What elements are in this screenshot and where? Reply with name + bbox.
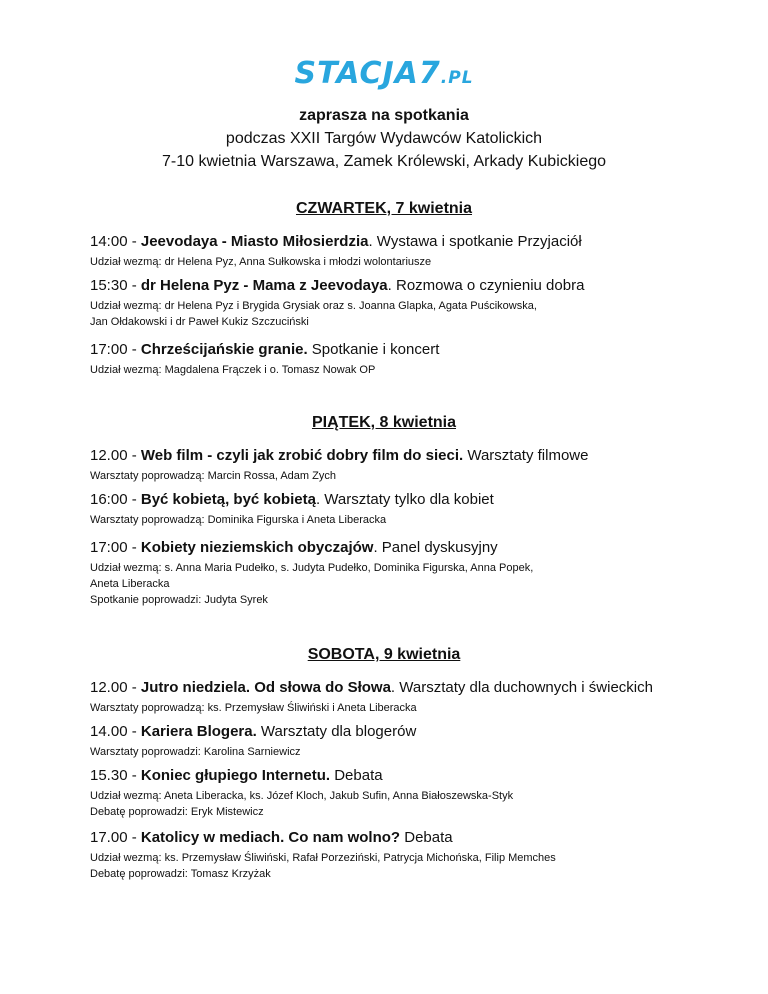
event-time: 12.00 - [90, 447, 141, 464]
event-name: Web film - czyli jak zrobić dobry film do sieci. [140, 447, 464, 464]
event-time: 17:00 - [90, 341, 141, 358]
event-title [90, 232, 690, 252]
event-name: Chrześcijańskie granie. [140, 341, 308, 358]
event-note: Udział wezmą: dr Helena Pyz, Anna Sułkowska i młodzi wolontariusze [90, 256, 432, 268]
event-note: Warsztaty poprowadzi: Karolina Sarniewicz [90, 746, 301, 758]
event-title [90, 678, 690, 698]
day-heading-saturday: SOBOTA, 9 kwietnia [307, 646, 461, 663]
event-time: 16:00 - [90, 491, 141, 508]
event-item [90, 766, 690, 820]
event-name: dr Helena Pyz - Mama z Jeevodaya [140, 277, 388, 294]
event-time: 14.00 - [90, 723, 141, 740]
event-note: Debatę poprowadzi: Eryk Mistewicz [90, 806, 264, 818]
event-note: Udział wezmą: Aneta Liberacka, ks. Józef Kloch, Jakub Sufin, Anna Białoszewska-Styk [90, 790, 514, 802]
event-name: Być kobietą, być kobietą [140, 491, 316, 508]
event-type: Debata [400, 829, 453, 846]
event-item [90, 340, 690, 378]
intro-line-3: 7-10 kwietnia Warszawa, Zamek Królewski, Arkady Kubickiego [161, 153, 607, 170]
event-item [90, 538, 690, 608]
event-note: Udział wezmą: ks. Przemysław Śliwiński, Rafał Porzeziński, Patrycja Michońska, Filip Memches [90, 852, 556, 864]
intro-line-2: podczas XXII Targów Wydawców Katolickich [225, 130, 543, 147]
event-name: Jutro niedziela. Od słowa do Słowa [140, 679, 391, 696]
event-item [90, 722, 690, 760]
event-name: Koniec głupiego Internetu. [140, 767, 331, 784]
event-title [90, 340, 690, 360]
event-note: Debatę poprowadzi: Tomasz Krzyżak [90, 868, 271, 880]
event-item [90, 276, 690, 330]
event-title [90, 446, 690, 466]
event-type: Debata [330, 767, 383, 784]
intro-line-1: zaprasza na spotkania [299, 107, 469, 124]
event-name: Katolicy w mediach. Co nam wolno? [140, 829, 401, 846]
logo-suffix: .PL [440, 68, 474, 88]
event-note: Warsztaty poprowadzą: ks. Przemysław Śliwiński i Aneta Liberacka [90, 702, 417, 714]
event-note: Jan Ołdakowski i dr Paweł Kukiz Szczuciński [90, 316, 309, 328]
event-type: . Rozmowa o czynieniu dobra [387, 277, 585, 294]
event-name: Jeevodaya - Miasto Miłosierdzia [140, 233, 369, 250]
event-name: Kariera Blogera. [140, 723, 257, 740]
event-title [90, 766, 690, 786]
event-type: Spotkanie i koncert [307, 341, 440, 358]
event-title [90, 538, 690, 558]
event-note: Udział wezmą: s. Anna Maria Pudełko, s. Judyta Pudełko, Dominika Figurska, Anna Popek, [90, 562, 534, 574]
event-note: Spotkanie poprowadzi: Judyta Syrek [90, 594, 268, 606]
event-note: Udział wezmą: dr Helena Pyz i Brygida Grysiak oraz s. Joanna Glapka, Agata Puścikowska, [90, 300, 537, 312]
event-time: 17.00 - [90, 829, 141, 846]
event-title [90, 722, 690, 742]
event-item [90, 446, 690, 484]
event-type: . Panel dyskusyjny [373, 539, 498, 556]
event-item [90, 828, 690, 882]
intro-block [0, 104, 768, 173]
event-note: Aneta Liberacka [90, 578, 170, 590]
event-note: Warsztaty poprowadzą: Marcin Rossa, Adam Zych [90, 470, 336, 482]
event-type: . Warsztaty tylko dla kobiet [315, 491, 494, 508]
event-time: 14:00 - [90, 233, 141, 250]
event-time: 17:00 - [90, 539, 141, 556]
event-time: 15.30 - [90, 767, 141, 784]
event-type: Warsztaty filmowe [463, 447, 589, 464]
event-name: Kobiety nieziemskich obyczajów [140, 539, 374, 556]
event-title [90, 276, 690, 296]
event-note: Warsztaty poprowadzą: Dominika Figurska i Aneta Liberacka [90, 514, 387, 526]
day-heading-thursday: CZWARTEK, 7 kwietnia [295, 200, 473, 217]
event-time: 12.00 - [90, 679, 141, 696]
event-note: Udział wezmą: Magdalena Frączek i o. Tomasz Nowak OP [90, 364, 376, 376]
event-item [90, 232, 690, 270]
event-time: 15:30 - [90, 277, 141, 294]
logo-main: STACJA7 [294, 56, 441, 91]
stacja7-logo [0, 56, 768, 91]
event-type: Warsztaty dla blogerów [256, 723, 417, 740]
event-item [90, 678, 690, 716]
event-title [90, 828, 690, 848]
day-heading-friday: PIĄTEK, 8 kwietnia [311, 414, 457, 431]
event-type: . Warsztaty dla duchownych i świeckich [390, 679, 653, 696]
event-type: . Wystawa i spotkanie Przyjaciół [368, 233, 582, 250]
event-item [90, 490, 690, 528]
event-title [90, 490, 690, 510]
